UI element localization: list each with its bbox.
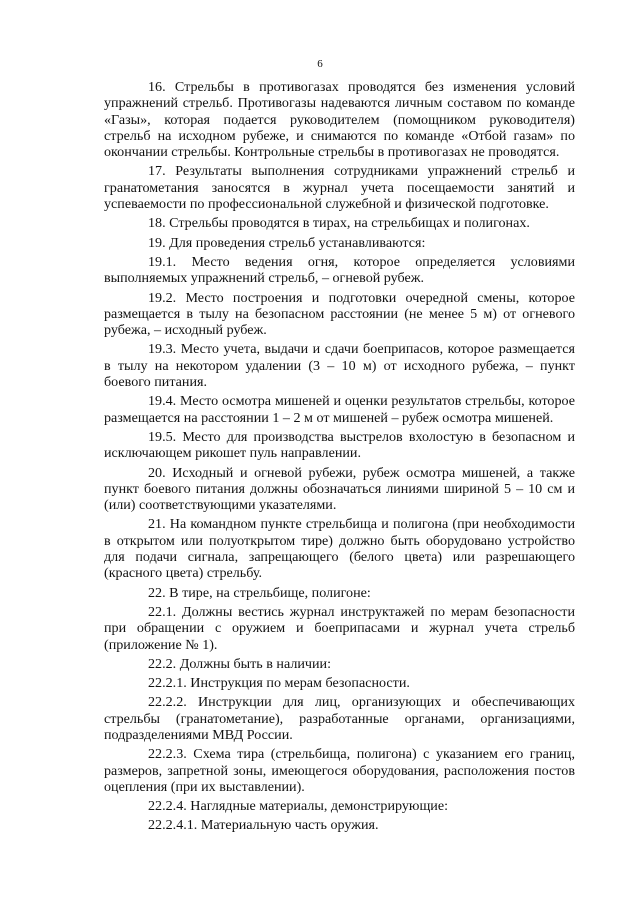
paragraph-16: 16. Стрельбы в противогазах проводятся без изменения условий упражнений стрельб. Противогазы надеваются личным составом по команде «Газы», которая подается руководителем (помощником руководителя) стрельб на исходном рубеже, и снимаются по команде «Отбой газам» по окончании стрельбы. Контрольные стрельбы в противогазах не проводятся. [104, 79, 575, 161]
paragraph-19-1: 19.1. Место ведения огня, которое определяется условиями выполняемых упражнений стрельб, – огневой рубеж. [104, 253, 575, 287]
paragraph-21: 21. На командном пункте стрельбища и полигона (при необходимости в открытом или полуоткрытом тире) должно быть оборудовано устройство для подачи сигнала, запрещающего (белого цвета) или разрешающего (красного цвета) стрельбу. [104, 516, 575, 582]
paragraph-22-2-3: 22.2.3. Схема тира (стрельбища, полигона) с указанием его границ, размеров, запретной зоны, имеющегося оборудования, расположения постов оцепления (при их выставлении). [104, 746, 575, 795]
paragraph-22-2-1: 22.2.1. Инструкция по мерам безопасности. [148, 675, 410, 692]
paragraph-17: 17. Результаты выполнения сотрудниками упражнений стрельб и гранатометания заносятся в журнал учета посещаемости занятий и успеваемости по профессиональной служебной и физической подготовке. [104, 163, 575, 213]
paragraph-22-1: 22.1. Должны вестись журнал инструктажей по мерам безопасности при обращении с оружием и боеприпасами и журнал учета стрельб (приложение № 1). [104, 603, 575, 653]
document-body [104, 79, 575, 837]
paragraph-18: 18. Стрельбы проводятся в тирах, на стрельбищах и полигонах. [148, 215, 530, 232]
page-number: 6 [317, 58, 323, 70]
paragraph-22-2-4: 22.2.4. Наглядные материалы, демонстрирующие: [148, 798, 449, 815]
paragraph-19-5: 19.5. Место для производства выстрелов вхолостую в безопасном и исключающем рикошет пуль направлении. [104, 428, 575, 462]
paragraph-22: 22. В тире, на стрельбище, полигоне: [148, 584, 371, 601]
paragraph-19: 19. Для проведения стрельб устанавливаются: [148, 234, 426, 251]
paragraph-19-2: 19.2. Место построения и подготовки очередной смены, которое размещается в тылу на безопасном расстоянии (не менее 5 м) от огневого рубежа, – исходный рубеж. [104, 289, 575, 339]
paragraph-19-4: 19.4. Место осмотра мишеней и оценки результатов стрельбы, которое размещается на расстоянии 1 – 2 м от мишеней – рубеж осмотра мишеней. [104, 393, 575, 426]
paragraph-22-2: 22.2. Должны быть в наличии: [148, 655, 332, 672]
paragraph-19-3: 19.3. Место учета, выдачи и сдачи боеприпасов, которое размещается в тылу на некотором удалении (3 – 10 м) от исходного рубежа, – пункт боевого питания. [104, 341, 575, 391]
paragraph-20: 20. Исходный и огневой рубежи, рубеж осмотра мишеней, а также пункт боевого питания должны обозначаться линиями шириной 5 – 10 см и (или) соответствующими указателями. [104, 464, 575, 514]
paragraph-22-2-4-1: 22.2.4.1. Материальную часть оружия. [148, 817, 379, 834]
paragraph-22-2-2: 22.2.2. Инструкции для лиц, организующих и обеспечивающих стрельбы (гранатометание), разработанные органами, организациями, подразделениями МВД России. [104, 694, 575, 743]
